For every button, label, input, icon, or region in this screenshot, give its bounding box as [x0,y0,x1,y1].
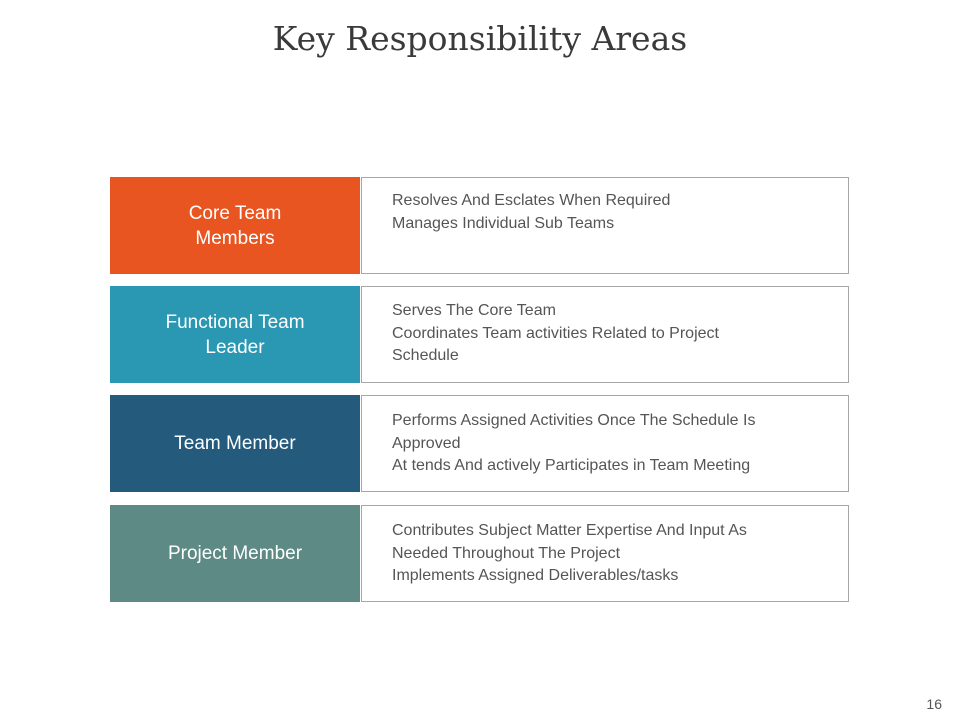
role-label: Functional Team Leader [110,286,360,383]
responsibility-description [361,395,849,492]
description-line: Serves The Core Team [392,302,556,319]
description-line: Needed Throughout The Project [392,544,621,562]
description-line: Implements Assigned Deliverables/tasks [392,567,679,584]
description-line: Resolves And Esclates When Required [392,192,671,209]
responsibility-description [361,505,849,602]
slide-title: Key Responsibility Areas [272,19,688,58]
responsibility-description [361,177,849,274]
description-line: At tends And actively Participates in Team Meeting [392,457,751,474]
role-label: Project Member [110,505,360,602]
page-number: 16 [926,696,942,712]
description-line: Manages Individual Sub Teams [392,214,615,232]
description-line: Coordinates Team activities Related to Project [392,324,719,342]
role-label: Team Member [110,395,360,492]
role-label: Core Team Members [110,177,360,274]
description-line: Contributes Subject Matter Expertise And Input As [392,522,747,539]
responsibility-description [361,286,849,383]
description-line: Schedule [392,347,459,364]
description-line: Approved [392,434,461,452]
description-line: Performs Assigned Activities Once The Schedule Is [392,412,756,429]
